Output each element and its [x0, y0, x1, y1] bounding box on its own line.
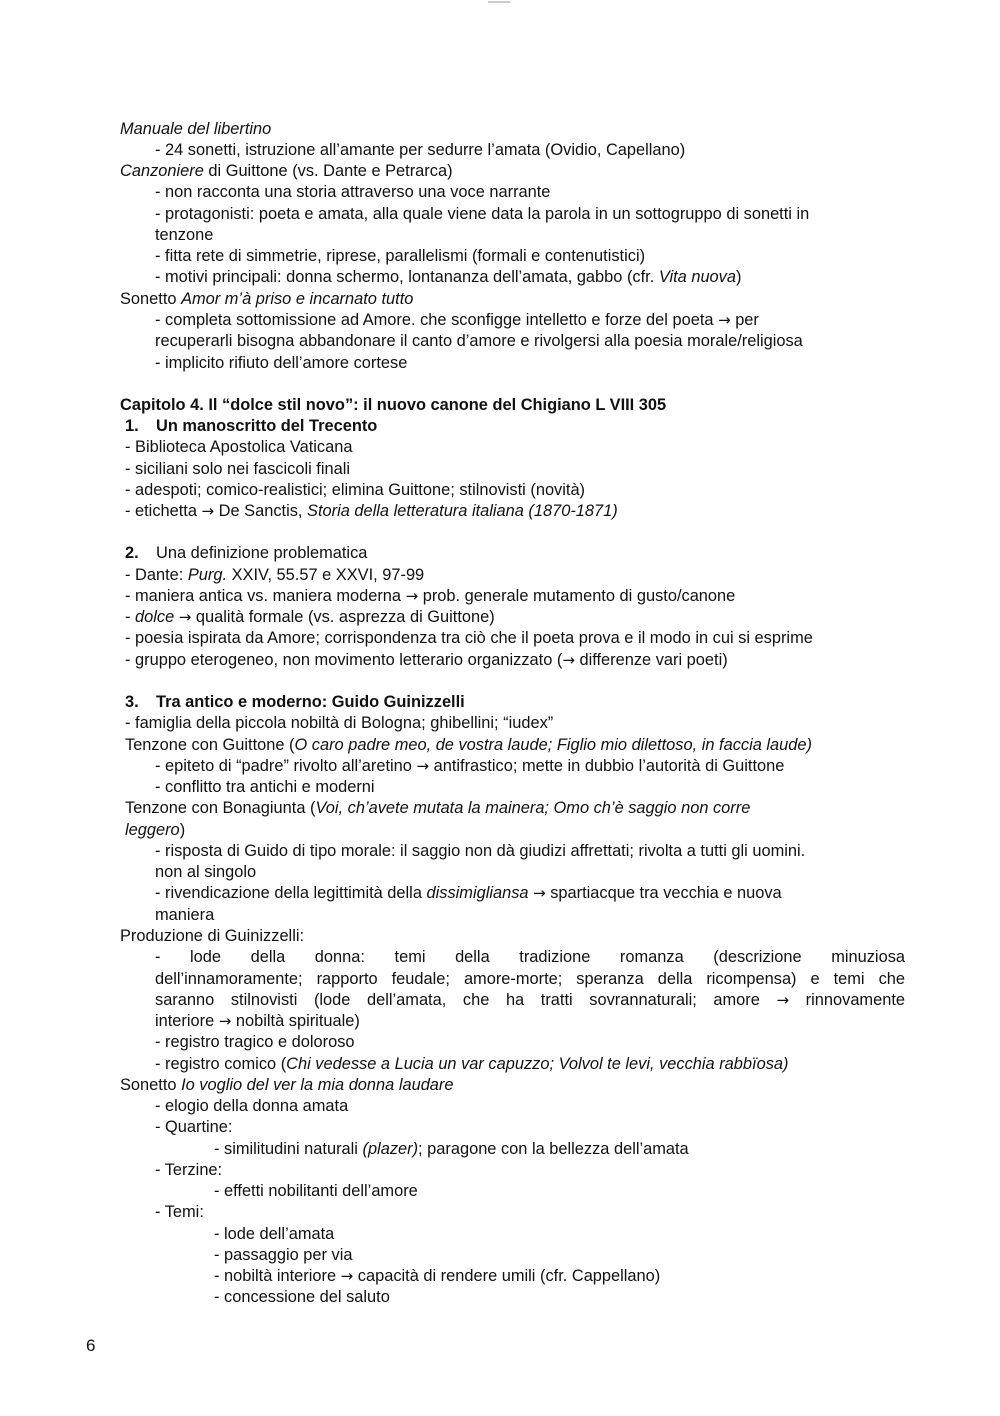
section-2-line: - dolce → qualità formale (vs. asprezza di Guittone)	[125, 608, 495, 626]
section-2-heading: 2. Una definizione problematica	[125, 544, 368, 562]
canzoniere-line: - non racconta una storia attraverso una voce narrante	[155, 183, 551, 201]
tenzone-line: - conflitto tra antichi e moderni	[155, 778, 375, 796]
sonetto-amor-line: recuperarli bisogna abbandonare il canto d’amore e rivolgersi alla poesia morale/religiosa	[155, 332, 803, 350]
tenzone-line: - risposta di Guido di tipo morale: il saggio non dà giudizi affrettati; rivolta a tutti gli uomini.	[155, 842, 806, 860]
sonetto-io-voglio-title: Sonetto Io voglio del ver la mia donna laudare	[120, 1076, 454, 1094]
section-2-line: - gruppo eterogeneo, non movimento letterario organizzato (→ differenze vari poeti)	[125, 651, 728, 669]
sonetto-subline: - concessione del saluto	[214, 1288, 390, 1306]
arrow-icon: →	[718, 311, 731, 329]
sonetto-line: - Terzine:	[155, 1161, 223, 1179]
header-mark	[488, 1, 510, 3]
sonetto-amor-line: - implicito rifiuto dell’amore cortese	[155, 354, 408, 372]
section-1-line: - siciliani solo nei fascicoli finali	[125, 460, 351, 478]
canzoniere-line: tenzone	[155, 226, 214, 244]
arrow-icon: →	[776, 991, 790, 1009]
sonetto-subline: - lode dell’amata	[214, 1225, 335, 1243]
canzoniere-line: - protagonisti: poeta e amata, alla quale viene data la parola in un sottogruppo di sonetti in	[155, 205, 810, 223]
tenzone-bonagiunta-title: Tenzone con Bonagiunta (Voi, ch’avete mutata la mainera; Omo ch’è saggio non corre	[125, 799, 751, 817]
produzione-line: - registro comico (Chi vedesse a Lucia un var capuzzo; Volvol te levi, vecchia rabbïosa)	[155, 1055, 789, 1073]
tenzone-line: - rivendicazione della legittimità della dissimigliansa → spartiacque tra vecchia e nuova	[155, 884, 782, 902]
arrow-icon: →	[562, 651, 575, 669]
section-1-line: - adespoti; comico-realistici; elimina Guittone; stilnovisti (novità)	[125, 481, 586, 499]
section-1-line: - Biblioteca Apostolica Vaticana	[125, 438, 353, 456]
arrow-icon: →	[218, 1012, 232, 1030]
produzione-line: - registro tragico e doloroso	[155, 1033, 355, 1051]
section-1-heading: 1. Un manoscritto del Trecento	[125, 417, 378, 435]
section-1-line: - etichetta → De Sanctis, Storia della letteratura italiana (1870-1871)	[125, 502, 618, 520]
sonetto-subline: - passaggio per via	[214, 1246, 353, 1264]
arrow-icon: →	[416, 757, 430, 775]
sonetto-subline: - effetti nobilitanti dell’amore	[214, 1182, 418, 1200]
produzione-line: saranno stilnovisti (lode dell’amata, che ha tratti sovrannaturali; amore → rinnovamente	[155, 991, 905, 1009]
produzione-title: Produzione di Guinizzelli:	[120, 927, 305, 945]
sonetto-amor-title: Sonetto Amor m’à priso e incarnato tutto	[120, 290, 414, 308]
chapter-title: Capitolo 4. Il “dolce stil novo”: il nuovo canone del Chigiano L VIII 305	[120, 396, 667, 414]
sonetto-subline: - similitudini naturali (plazer); paragone con la bellezza dell’amata	[214, 1140, 689, 1158]
arrow-icon: →	[178, 608, 192, 626]
section-2-line: - Dante: Purg. XXIV, 55.57 e XXVI, 97-99	[125, 566, 425, 584]
section-2-line: - poesia ispirata da Amore; corrispondenza tra ciò che il poeta prova e il modo in cui si esprime	[125, 629, 813, 647]
arrow-icon: →	[533, 884, 546, 902]
tenzone-line: maniera	[155, 906, 215, 924]
tenzone-line: non al singolo	[155, 863, 257, 881]
canzoniere-line: - fitta rete di simmetrie, riprese, parallelismi (formali e contenutistici)	[155, 247, 646, 265]
arrow-icon: →	[201, 502, 215, 520]
sonetto-line: - elogio della donna amata	[155, 1097, 349, 1115]
canzoniere-line: - motivi principali: donna schermo, lontananza dell’amata, gabbo (cfr. Vita nuova)	[155, 268, 742, 286]
section-3-line: - famiglia della piccola nobiltà di Bologna; ghibellini; “iudex”	[125, 714, 554, 732]
sonetto-line: - Quartine:	[155, 1118, 233, 1136]
tenzone-line: - epiteto di “padre” rivolto all’aretino → antifrastico; mette in dubbio l’autorità di Guittone	[155, 757, 785, 775]
page-number: 6	[86, 1336, 96, 1355]
produzione-line: - lode della donna: temi della tradizione romanza (descrizione minuziosa	[155, 948, 905, 966]
arrow-icon: →	[340, 1267, 354, 1285]
canzoniere-title: Canzoniere di Guittone (vs. Dante e Petrarca)	[120, 162, 453, 180]
sonetto-line: - Temi:	[155, 1203, 204, 1221]
produzione-line: interiore → nobiltà spirituale)	[155, 1012, 360, 1030]
section-2-line: - maniera antica vs. maniera moderna → prob. generale mutamento di gusto/canone	[125, 587, 736, 605]
produzione-line: dell’innamoramente; rapporto feudale; amore-morte; speranza della ricompensa) e temi che	[155, 970, 905, 988]
arrow-icon: →	[405, 587, 419, 605]
manuale-line: - 24 sonetti, istruzione all’amante per sedurre l’amata (Ovidio, Capellano)	[155, 141, 686, 159]
tenzone-guittone-title: Tenzone con Guittone (O caro padre meo, de vostra laude; Figlio mio dilettoso, in faccia laude)	[125, 736, 812, 754]
section-3-heading: 3. Tra antico e moderno: Guido Guinizzelli	[125, 693, 465, 711]
sonetto-subline: - nobiltà interiore → capacità di rendere umili (cfr. Cappellano)	[214, 1267, 661, 1285]
tenzone-bonagiunta-title-cont: leggero)	[125, 821, 186, 839]
sonetto-amor-line: - completa sottomissione ad Amore. che sconfigge intelletto e forze del poeta → per	[155, 311, 759, 329]
manuale-title: Manuale del libertino	[120, 120, 272, 138]
